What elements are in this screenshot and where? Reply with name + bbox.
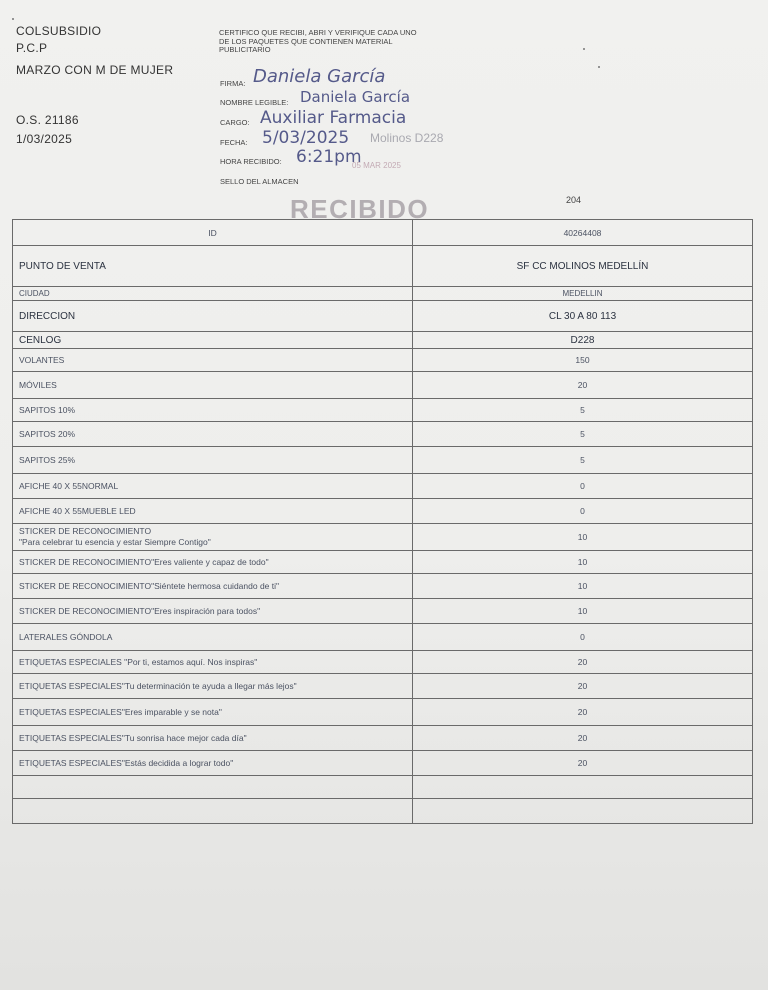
table-row xyxy=(13,624,753,651)
stamp-faint-date: 05 MAR 2025 xyxy=(352,161,401,170)
row-value: 20 xyxy=(413,726,753,751)
row-value: SF CC MOLINOS MEDELLÍN xyxy=(413,246,753,287)
speck xyxy=(598,66,600,68)
material-table xyxy=(12,219,753,824)
row-label xyxy=(13,776,413,799)
row-label xyxy=(13,799,413,824)
row-value: 10 xyxy=(413,574,753,599)
row-label: ETIQUETAS ESPECIALES "Por ti, estamos aquí. Nos inspiras" xyxy=(13,651,413,674)
row-label: ETIQUETAS ESPECIALES"Estás decidida a lograr todo" xyxy=(13,751,413,776)
document-number: 204 xyxy=(566,195,582,205)
row-label: AFICHE 40 X 55MUEBLE LED xyxy=(13,499,413,524)
row-value: 0 xyxy=(413,499,753,524)
table-row xyxy=(13,287,753,301)
hora-label: HORA RECIBIDO: xyxy=(220,157,282,166)
row-label xyxy=(13,524,413,551)
speck xyxy=(12,18,14,20)
row-value xyxy=(413,799,753,824)
table-row xyxy=(13,220,753,246)
row-label-line2: "Para celebrar tu esencia y estar Siempre Contigo" xyxy=(19,537,211,547)
fecha-value: 5/03/2025 xyxy=(262,128,350,148)
row-label-line1: STICKER DE RECONOCIMIENTO xyxy=(19,526,152,536)
table-row xyxy=(13,474,753,499)
cargo-value: Auxiliar Farmacia xyxy=(260,108,407,128)
table-row xyxy=(13,499,753,524)
received-stamp: RECIBIDO xyxy=(290,194,430,224)
table-row xyxy=(13,799,753,824)
row-label: STICKER DE RECONOCIMIENTO"Eres valiente y capaz de todo" xyxy=(13,551,413,574)
row-value: 20 xyxy=(413,699,753,726)
row-label: SAPITOS 10% xyxy=(13,399,413,422)
table-row xyxy=(13,574,753,599)
row-value: 10 xyxy=(413,551,753,574)
table-row xyxy=(13,674,753,699)
row-label: CIUDAD xyxy=(13,287,413,301)
table-row xyxy=(13,651,753,674)
certificate-text: CERTIFICO QUE RECIBI, ABRI Y VERIFIQUE CADA UNO DE LOS PAQUETES QUE CONTIENEN MATERIAL PUBLICITARIO xyxy=(219,28,417,54)
unit-code: P.C.P xyxy=(16,41,48,55)
table-row xyxy=(13,776,753,799)
row-value: CL 30 A 80 113 xyxy=(413,301,753,332)
table-row xyxy=(13,447,753,474)
row-label: ETIQUETAS ESPECIALES"Eres imparable y se nota" xyxy=(13,699,413,726)
firma-signature: Daniela García xyxy=(253,66,386,87)
row-value: 5 xyxy=(413,399,753,422)
campaign-title: MARZO CON M DE MUJER xyxy=(16,63,174,77)
row-value: D228 xyxy=(413,332,753,349)
table-row xyxy=(13,726,753,751)
cargo-label: CARGO: xyxy=(220,118,250,127)
row-value: 20 xyxy=(413,751,753,776)
table-row xyxy=(13,349,753,372)
table-row xyxy=(13,751,753,776)
speck xyxy=(583,48,585,50)
stamp-faint-text: Molinos D228 xyxy=(370,131,444,145)
row-value: 10 xyxy=(413,599,753,624)
row-label: DIRECCION xyxy=(13,301,413,332)
row-label: STICKER DE RECONOCIMIENTO"Siéntete hermosa cuidando de ti" xyxy=(13,574,413,599)
material-table-body xyxy=(13,220,753,824)
table-row xyxy=(13,422,753,447)
row-value: 20 xyxy=(413,651,753,674)
table-row xyxy=(13,301,753,332)
firma-label: FIRMA: xyxy=(220,79,246,88)
table-row xyxy=(13,246,753,287)
nombre-value: Daniela García xyxy=(300,88,411,106)
table-row xyxy=(13,551,753,574)
row-value: 0 xyxy=(413,474,753,499)
order-date: 1/03/2025 xyxy=(16,132,73,146)
row-label: LATERALES GÓNDOLA xyxy=(13,624,413,651)
row-label: VOLANTES xyxy=(13,349,413,372)
row-label: AFICHE 40 X 55NORMAL xyxy=(13,474,413,499)
row-value: 20 xyxy=(413,674,753,699)
table-row xyxy=(13,524,753,551)
row-value: 40264408 xyxy=(413,220,753,246)
row-label: ETIQUETAS ESPECIALES"Tu determinación te ayuda a llegar más lejos" xyxy=(13,674,413,699)
row-value: 150 xyxy=(413,349,753,372)
nombre-label: NOMBRE LEGIBLE: xyxy=(220,98,289,107)
row-value xyxy=(413,776,753,799)
table-row xyxy=(13,699,753,726)
row-label: SAPITOS 25% xyxy=(13,447,413,474)
table-row xyxy=(13,599,753,624)
table-row xyxy=(13,399,753,422)
hora-value: 6:21pm xyxy=(296,147,362,167)
order-number: O.S. 21186 xyxy=(16,113,79,127)
row-label: PUNTO DE VENTA xyxy=(13,246,413,287)
row-value: 0 xyxy=(413,624,753,651)
table-row xyxy=(13,332,753,349)
row-value: 20 xyxy=(413,372,753,399)
fecha-label: FECHA: xyxy=(220,138,248,147)
row-label: STICKER DE RECONOCIMIENTO"Eres inspiración para todos" xyxy=(13,599,413,624)
row-label: SAPITOS 20% xyxy=(13,422,413,447)
row-label: ETIQUETAS ESPECIALES"Tu sonrisa hace mejor cada día" xyxy=(13,726,413,751)
row-value: 5 xyxy=(413,422,753,447)
row-value: 10 xyxy=(413,524,753,551)
sello-label: SELLO DEL ALMACEN xyxy=(220,177,299,186)
company-name: COLSUBSIDIO xyxy=(16,24,102,38)
row-value: 5 xyxy=(413,447,753,474)
row-label: ID xyxy=(13,220,413,246)
table-row xyxy=(13,372,753,399)
row-label: CENLOG xyxy=(13,332,413,349)
row-value: MEDELLIN xyxy=(413,287,753,301)
row-label: MÓVILES xyxy=(13,372,413,399)
